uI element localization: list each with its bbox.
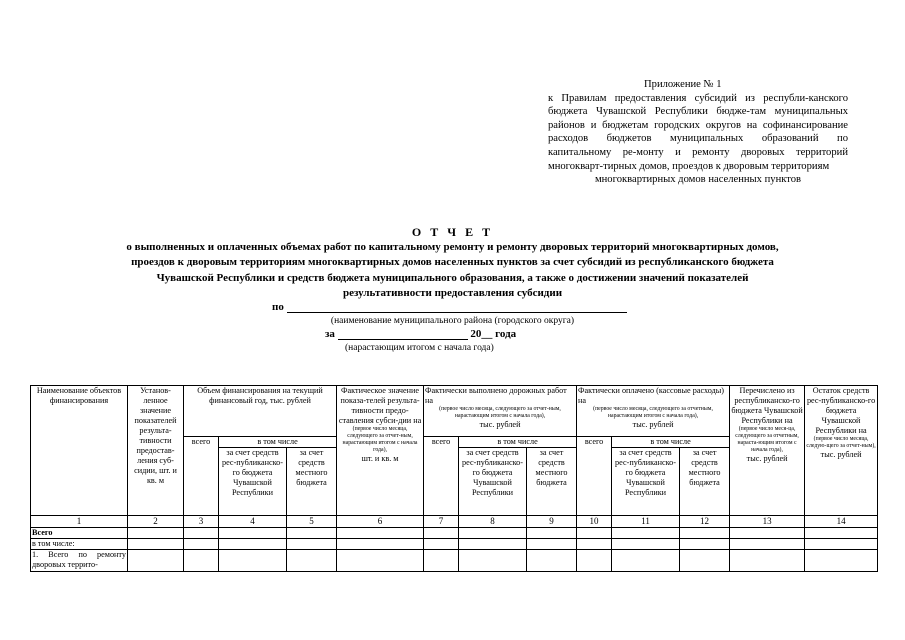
done-hint: (первое число месяца, следующего за отчет-ным, нарастающим итогом с начала года),: [439, 406, 561, 419]
header-done-total: всего: [424, 437, 459, 516]
table-row: [31, 539, 878, 550]
row-total-label: Всего: [31, 528, 128, 539]
subtitle-line-2: проездов к дворовым территориям многоквартирных домов населенных пунктов за счет субсидий из республиканского бюджета: [131, 256, 774, 269]
header-paid: [577, 386, 730, 437]
subtitle-line-3: Чувашской Республики и средств бюджета муниципального образования, а также о достижении значений показателей: [156, 271, 749, 284]
col-number: 14: [805, 516, 878, 528]
report-title: О Т Ч Е Т: [411, 225, 494, 239]
header-paid-loc: за счет средств местного бюджета: [680, 448, 730, 516]
za-row: [325, 328, 516, 340]
table-row: [31, 550, 878, 572]
table-row: [31, 528, 878, 539]
done-text: Фактически выполнено дорожных работ на: [425, 386, 567, 405]
paid-unit: тыс. рублей: [632, 420, 674, 429]
header-paid-rep: за счет средств рес-публиканско-го бюджета Чувашской Республики: [612, 448, 680, 516]
za-hint: (нарастающим итогом с начала года): [345, 343, 494, 353]
po-hint: (наименование муниципального района (городского округа): [330, 316, 575, 326]
header-fin-loc: за счет средств местного бюджета: [287, 448, 337, 516]
header-fin-rep: за счет средств рес-публиканско-го бюджета Чувашской Республики: [219, 448, 287, 516]
done-unit: тыс. рублей: [479, 420, 521, 429]
appendix-body: [548, 92, 848, 187]
paid-hint: (первое число месяца, следующего за отчетным, нарастающим итогом с начала года),: [593, 406, 713, 419]
po-row: [272, 301, 627, 313]
header-fin-incl: в том числе: [219, 437, 337, 448]
col-number: 9: [527, 516, 577, 528]
col-number: 8: [459, 516, 527, 528]
col-number: 13: [730, 516, 805, 528]
header-objects: Наименование объектов финансирования: [31, 386, 128, 516]
header-financing: Объем финансирования на текущий финансовый год, тыс. рублей: [184, 386, 337, 437]
col-number: 12: [680, 516, 730, 528]
header-done-incl: в том числе: [459, 437, 577, 448]
report-subtitle: [0, 240, 905, 302]
rest-text: Остаток средств рес-публиканско-го бюджета Чувашской Республики на: [806, 386, 876, 435]
fact-value-unit: шт. и кв. м: [361, 454, 399, 463]
col-number: 10: [577, 516, 612, 528]
po-label: по: [272, 301, 284, 313]
header-paid-incl: в том числе: [612, 437, 730, 448]
transfer-unit: тыс. рублей: [746, 454, 788, 463]
po-field[interactable]: [287, 301, 627, 313]
appendix-text-last: многоквартирных домов населенных пунктов: [594, 174, 802, 186]
col-number: 3: [184, 516, 219, 528]
appendix-number: Приложение № 1: [644, 79, 722, 90]
fact-value-text: Фактическое значение показа-телей результа-тивности предо-ставления субси-дии на: [338, 386, 422, 425]
za-label: за: [325, 328, 335, 340]
header-fact-value: [337, 386, 424, 516]
header-fin-total: всего: [184, 437, 219, 516]
col-number: 4: [219, 516, 287, 528]
header-rest: [805, 386, 878, 516]
col-number: 5: [287, 516, 337, 528]
header-transferred: [730, 386, 805, 516]
row-1-label: 1. Всего по ремонту дворовых террито-: [31, 550, 128, 572]
col-number: 6: [337, 516, 424, 528]
transfer-text: Перечислено из республиканско-го бюджета Чувашской Республики на: [731, 386, 803, 425]
col-number: 7: [424, 516, 459, 528]
header-target-value: Установ-ленное значение показателей результа-тивности предостав-ления суб-сидии, шт. и кв. м: [128, 386, 184, 516]
header-paid-total: всего: [577, 437, 612, 516]
row-incl-label: в том числе:: [31, 539, 128, 550]
column-numbers-row: [31, 516, 878, 528]
col-number: 11: [612, 516, 680, 528]
col-number: 2: [128, 516, 184, 528]
za-period-field[interactable]: [338, 328, 468, 340]
appendix-block: [548, 78, 848, 187]
transfer-hint: (первое число меся-ца, следующего за отчетным, нараста-ющим итогом с начала года),: [735, 426, 799, 453]
report-table: [30, 385, 878, 572]
fact-value-hint: (первое число месяца, следующего за отчет-ным, нарастающим итогом с начала года),: [342, 426, 418, 453]
subtitle-line-4: результативности предоставления субсидии: [342, 287, 563, 300]
paid-text: Фактически оплачено (кассовые расходы) на: [578, 386, 725, 405]
header-done-works: [424, 386, 577, 437]
rest-hint: (первое число месяца, следую-щего за отчет-ным),: [806, 436, 876, 449]
header-done-rep: за счет средств рес-публиканско-го бюджета Чувашской Республики: [459, 448, 527, 516]
year-label: 20__ года: [470, 328, 517, 340]
subtitle-line-1: о выполненных и оплаченных объемах работ по капитальному ремонту и ремонту дворовых территорий многоквартирных домов,: [126, 241, 779, 253]
col-number: 1: [31, 516, 128, 528]
appendix-text: к Правилам предоставления субсидий из республи-канского бюджета Чувашской Республики бюдже-там муниципальных районов и бюджетам городских округов на софинансирование расходов бюджетов муниципальных образований по капитальному ре-монту и ремонту дворовых территорий многокварт-тирных домов, проездов к дворовым территориям: [548, 92, 848, 172]
rest-unit: тыс. рублей: [820, 450, 862, 459]
header-done-loc: за счет средств местного бюджета: [527, 448, 577, 516]
